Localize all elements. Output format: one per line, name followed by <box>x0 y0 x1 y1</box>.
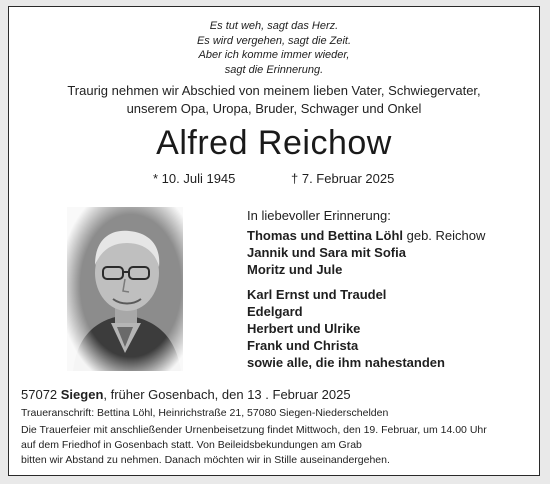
postal-code: 57072 <box>21 387 61 402</box>
birth-date: * 10. Juli 1945 <box>153 171 236 186</box>
mourner-name: Thomas und Bettina Löhl <box>247 228 403 243</box>
poem <box>9 19 539 77</box>
maiden-name: geb. Reichow <box>403 228 486 243</box>
mourners-heading: In liebevoller Erinnerung: <box>247 208 391 223</box>
mourner-entry: Frank und Christa <box>247 337 359 353</box>
mourner-entry: Jannik und Sara mit Sofia <box>247 244 406 260</box>
intro-line: Traurig nehmen wir Abschied von meinem lieben Vater, Schwiegervater, <box>67 83 481 98</box>
mourner-entry <box>247 228 485 245</box>
mourner-entry: Moritz und Jule <box>247 261 343 277</box>
funeral-line: bitten wir Abstand zu nehmen. Danach möchten wir in Stille auseinandergehen. <box>21 454 390 466</box>
intro-text <box>9 82 539 118</box>
mourning-address: Traueranschrift: Bettina Löhl, Heinrichstraße 21, 57080 Siegen-Niederschelden <box>21 407 389 419</box>
poem-line: Es wird vergehen, sagt die Zeit. <box>196 34 352 47</box>
death-date: † 7. Februar 2025 <box>291 171 395 186</box>
poem-line: Es tut weh, sagt das Herz. <box>209 20 339 32</box>
place-and-date <box>21 387 351 402</box>
portrait-photo-image <box>67 207 183 371</box>
portrait-photo <box>67 207 183 371</box>
funeral-info <box>21 423 533 468</box>
poem-line: Aber ich komme immer wieder, <box>198 49 350 61</box>
spacer <box>247 278 485 287</box>
funeral-line: auf dem Friedhof in Gosenbach statt. Von Beileidsbekundungen am Grab <box>21 439 362 451</box>
mourners-list <box>247 228 485 371</box>
poem-line: sagt die Erinnerung. <box>224 63 324 76</box>
place-date-rest: , früher Gosenbach, den 13 . Februar 2025 <box>103 387 351 402</box>
intro-line: unserem Opa, Uropa, Bruder, Schwager und Onkel <box>126 101 422 116</box>
funeral-line: Die Trauerfeier mit anschließender Urnenbeisetzung findet Mittwoch, den 19. Februar, um 14.00 Uhr <box>21 424 487 436</box>
mourner-entry: Herbert und Ulrike <box>247 320 361 336</box>
deceased-name: Alfred Reichow <box>156 124 392 162</box>
mourner-entry: Edelgard <box>247 304 303 320</box>
mourner-entry: Karl Ernst und Traudel <box>247 287 387 303</box>
obituary-card <box>8 6 540 476</box>
mourner-entry: sowie alle, die ihm nahestanden <box>247 354 445 370</box>
city-name: Siegen <box>60 387 104 402</box>
